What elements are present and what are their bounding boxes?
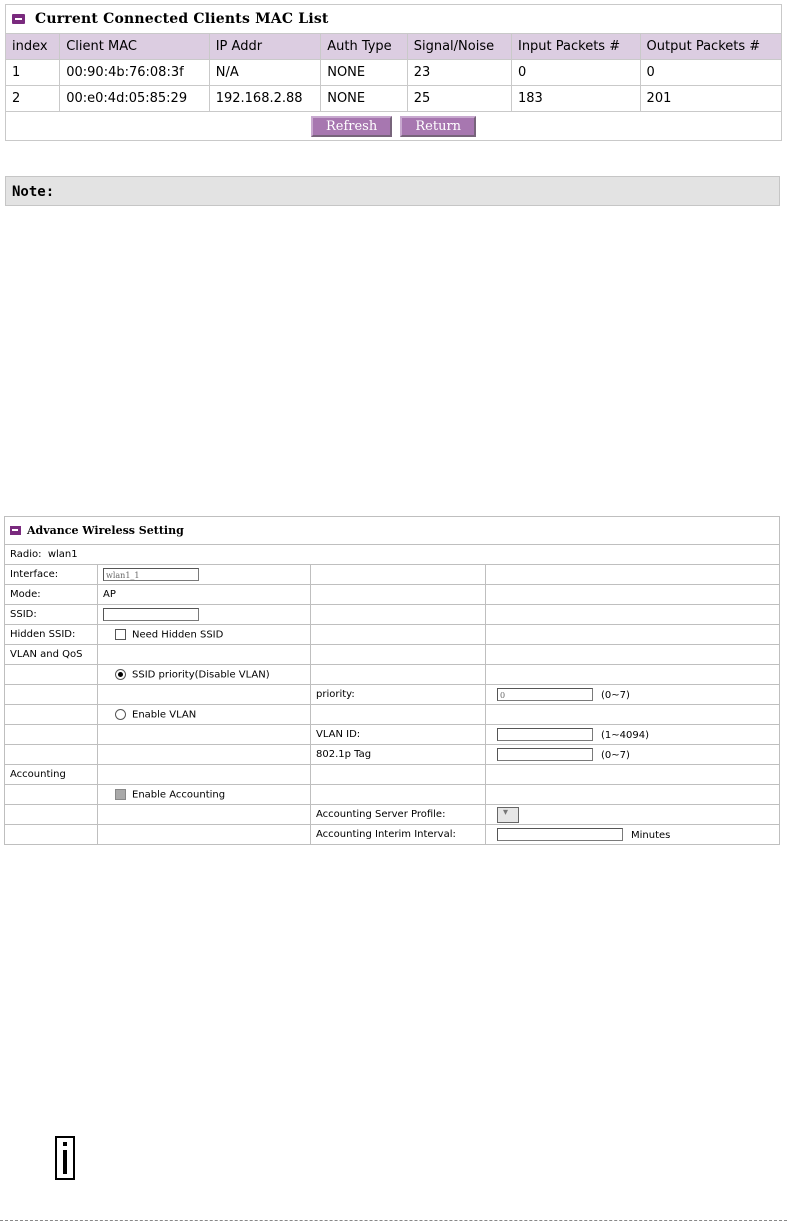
cell-index: 2 — [6, 86, 60, 112]
tag-row — [5, 745, 780, 765]
minutes-label: Minutes — [631, 829, 671, 841]
advance-title-row — [5, 517, 780, 545]
acct-server-row — [5, 805, 780, 825]
cell-signal-noise: 23 — [407, 60, 511, 86]
mode-label: Mode: — [5, 585, 98, 605]
acct-server-label: Accounting Server Profile: — [311, 805, 486, 825]
column-header-output-packets: Output Packets # — [640, 34, 781, 60]
priority-row — [5, 685, 780, 705]
interface-row — [5, 565, 780, 585]
priority-label: priority: — [311, 685, 486, 705]
mode-row — [5, 585, 780, 605]
accounting-label: Accounting — [5, 765, 98, 785]
cell-client-mac: 00:e0:4d:05:85:29 — [60, 86, 209, 112]
cell-auth-type: NONE — [321, 86, 408, 112]
ssid-priority-option: SSID priority(Disable VLAN) — [132, 669, 270, 681]
hidden-ssid-option: Need Hidden SSID — [132, 629, 224, 641]
info-icon — [55, 1136, 75, 1180]
cell-output-packets: 0 — [640, 60, 781, 86]
vlan-qos-label: VLAN and QoS — [5, 645, 98, 665]
acct-interval-label: Accounting Interim Interval: — [311, 825, 486, 845]
cell-client-mac: 00:90:4b:76:08:3f — [60, 60, 209, 86]
column-header-ip-addr: IP Addr — [209, 34, 321, 60]
cell-input-packets: 0 — [511, 60, 640, 86]
enable-accounting-option: Enable Accounting — [132, 789, 226, 801]
cell-output-packets: 201 — [640, 86, 781, 112]
mode-value: AP — [98, 585, 311, 605]
ssid-label: SSID: — [5, 605, 98, 625]
mac-list-header-row — [6, 34, 782, 60]
column-header-client-mac: Client MAC — [60, 34, 209, 60]
advance-title: Advance Wireless Setting — [27, 524, 184, 537]
interface-field[interactable]: wlan1_1 — [103, 568, 199, 581]
tag-range: (0~7) — [601, 749, 630, 761]
acct-interval-row — [5, 825, 780, 845]
column-header-input-packets: Input Packets # — [511, 34, 640, 60]
enable-accounting-checkbox[interactable] — [115, 789, 126, 800]
vlan-id-row — [5, 725, 780, 745]
radio-row — [5, 545, 780, 565]
vlan-id-field[interactable] — [497, 728, 593, 741]
cell-ip-addr: N/A — [209, 60, 321, 86]
radio-label: Radio: — [10, 549, 42, 560]
cell-signal-noise: 25 — [407, 86, 511, 112]
hidden-ssid-row — [5, 625, 780, 645]
hidden-ssid-checkbox[interactable] — [115, 629, 126, 640]
mac-list-title: Current Connected Clients MAC List — [35, 11, 329, 27]
note-bar: Note: — [5, 176, 780, 206]
enable-vlan-row — [5, 705, 780, 725]
tag-label: 802.1p Tag — [311, 745, 486, 765]
ssid-priority-radio[interactable] — [115, 669, 126, 680]
cell-ip-addr: 192.168.2.88 — [209, 86, 321, 112]
radio-value: wlan1 — [47, 549, 78, 560]
dashed-divider — [0, 1220, 787, 1221]
refresh-button[interactable]: Refresh — [311, 116, 392, 137]
acct-interval-field[interactable] — [497, 828, 623, 841]
acct-server-select[interactable] — [497, 807, 519, 823]
mac-list-title-row — [6, 5, 782, 34]
priority-field[interactable]: 0 — [497, 688, 593, 701]
column-header-index: index — [6, 34, 60, 60]
column-header-signal-noise: Signal/Noise — [407, 34, 511, 60]
minus-box-icon — [10, 526, 21, 535]
column-header-auth-type: Auth Type — [321, 34, 408, 60]
mac-list-table — [5, 4, 782, 141]
ssid-priority-row — [5, 665, 780, 685]
cell-auth-type: NONE — [321, 60, 408, 86]
tag-field[interactable] — [497, 748, 593, 761]
vlan-id-range: (1~4094) — [601, 729, 649, 741]
ssid-field[interactable] — [103, 608, 199, 621]
cell-index: 1 — [6, 60, 60, 86]
button-row — [6, 112, 782, 141]
table-row — [6, 86, 782, 112]
advance-wireless-table — [4, 516, 780, 845]
minus-box-icon — [12, 14, 25, 24]
interface-label: Interface: — [5, 565, 98, 585]
ssid-row — [5, 605, 780, 625]
accounting-row — [5, 765, 780, 785]
return-button[interactable]: Return — [400, 116, 476, 137]
enable-vlan-radio[interactable] — [115, 709, 126, 720]
priority-range: (0~7) — [601, 689, 630, 701]
cell-input-packets: 183 — [511, 86, 640, 112]
vlan-qos-row — [5, 645, 780, 665]
enable-accounting-row — [5, 785, 780, 805]
hidden-ssid-label: Hidden SSID: — [5, 625, 98, 645]
enable-vlan-option: Enable VLAN — [132, 709, 197, 721]
table-row — [6, 60, 782, 86]
vlan-id-label: VLAN ID: — [311, 725, 486, 745]
